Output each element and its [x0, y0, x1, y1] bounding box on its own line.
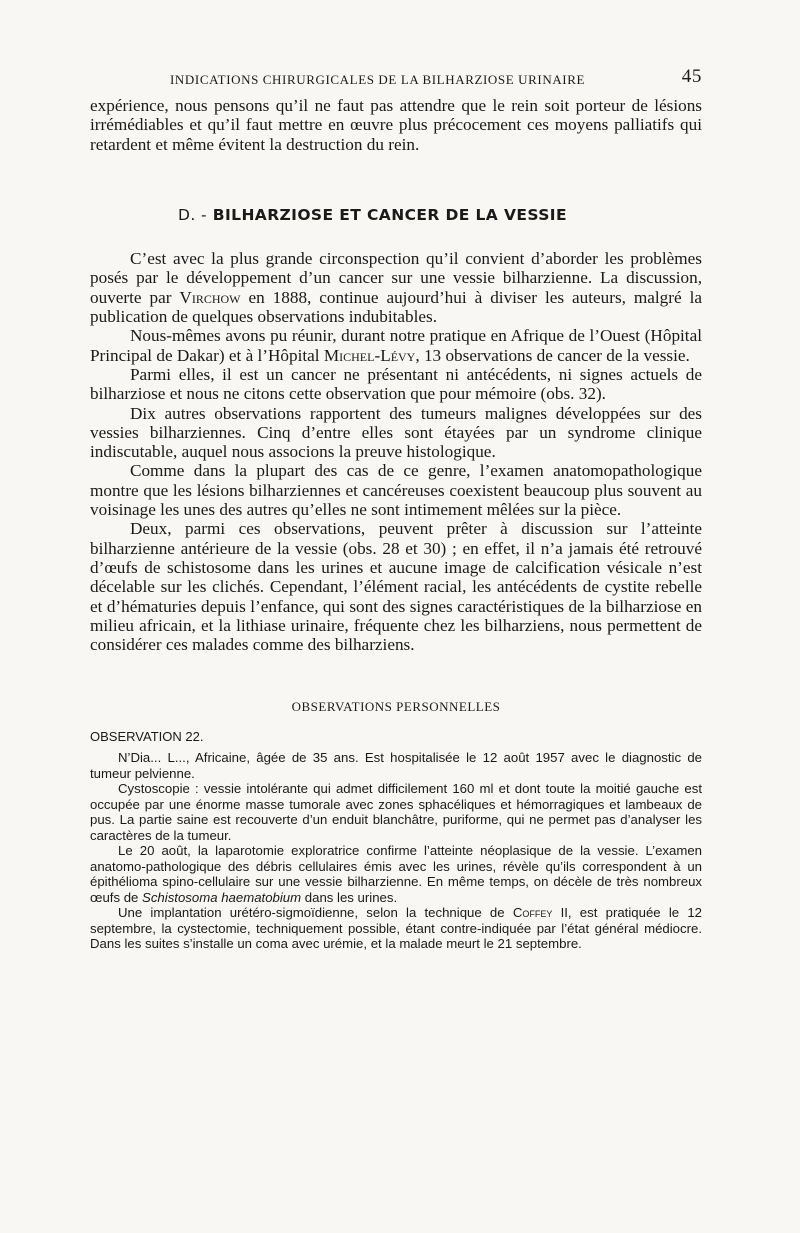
paragraph-6: Deux, parmi ces observations, peuvent prêter à discussion sur l’atteinte bilharzienne antérieure de la vessie (obs. 28 et 30) ; en effet, il n’a jamais été retrouvé d’œufs de schistosome dans les urines et aucune image de calcification vésicale n’est décelable sur les clichés. Cependant, l’élément racial, les antécédents de cystite rebelle et d’hématuries depuis l’enfance, qui sont des signes caractéristiques de la bilharziose en milieu africain, et la lithiase urinaire, fréquente chez les bilharziens, nous permettent de considérer ces malades comme des bilharziens. — [90, 519, 702, 655]
main-text — [90, 96, 702, 654]
document-page — [90, 66, 702, 952]
section-letter: D. - — [178, 205, 207, 224]
observation-paragraph-4 — [90, 905, 702, 952]
observation-paragraph-1: N’Dia... L..., Africaine, âgée de 35 ans. Est hospitalisée le 12 août 1957 avec le diagnostic de tumeur pelvienne. — [90, 750, 702, 781]
paragraph-5: Comme dans la plupart des cas de ce genre, l’examen anatomopathologique montre que les lésions bilharziennes et cancéreuses coexistent beaucoup plus souvent au voisinage les unes des autres qu’elles ne sont intimement mêlées sur la pièce. — [90, 461, 702, 520]
paragraph-1 — [90, 249, 702, 326]
observations-heading: OBSERVATIONS PERSONNELLES — [291, 699, 501, 715]
observation-title: OBSERVATION 22. — [90, 729, 204, 745]
observation-paragraph-4-text-b: II, est pratiquée le 12 septembre, la cystectomie, techniquement possible, étant contre-indiquée par l’état général médiocre. Dans les suites s’installe un coma avec urémie, et la malade meurt le 21 septembre. — [90, 905, 702, 952]
paragraph-2-text-a: Nous-mêmes avons pu réunir, durant notre pratique en Afrique de l’Ouest (Hôpital Principal de Dakar) et à l’Hôpital — [90, 326, 702, 365]
running-title: INDICATIONS CHIRURGICALES DE LA BILHARZIOSE URINAIRE — [170, 72, 586, 87]
observation-paragraph-2: Cystoscopie : vessie intolérante qui admet difficilement 160 ml et dont toute la moitié gauche est occupée par une énorme masse tumorale avec zones sphacéliques et hémorragiques et lambeaux de pus. La partie saine est recouverte d’un enduit blanchâtre, puriforme, qui ne permet pas d’analyser les caractères de la tumeur. — [90, 781, 702, 843]
intro-paragraph: expérience, nous pensons qu’il ne faut pas attendre que le rein soit porteur de lésions irrémédiables et qu’il faut mettre en œuvre plus précocement ces moyens palliatifs qui retardent et même évitent la destruction du rein. — [90, 96, 702, 154]
observation-paragraph-3 — [90, 843, 702, 905]
species-name: Schistosoma haematobium — [142, 889, 302, 905]
observation-paragraph-4-text-a: Une implantation urétéro-sigmoïdienne, selon la technique de — [118, 905, 513, 921]
author-coffey: Coffey — [512, 905, 553, 921]
observation-text — [90, 750, 702, 952]
section-heading — [178, 206, 702, 225]
paragraph-2 — [90, 326, 702, 365]
author-virchow: Virchow — [179, 287, 241, 307]
paragraph-1-text-a: C’est avec la plus grande circonspection qu’il convient d’aborder les problèmes posés par le développement d’un cancer sur une vessie bilharzienne. La discussion, ouverte par — [90, 249, 702, 307]
paragraph-3: Parmi elles, il est un cancer ne présentant ni antécédents, ni signes actuels de bilharziose et nous ne citons cette observation que pour mémoire (obs. 32). — [90, 364, 702, 404]
paragraph-2-text-b: , 13 observations de cancer de la vessie. — [415, 345, 690, 365]
observation-paragraph-3-text-b: dans les urines. — [301, 889, 398, 905]
paragraph-1-text-b: en 1888, continue aujourd’hui à diviser les auteurs, malgré la publication de quelques observations indubitables. — [90, 287, 702, 327]
observation-paragraph-3-text-a: Le 20 août, la laparotomie exploratrice confirme l’atteinte néoplasique de la vessie. L’examen anatomo-pathologique des débris cellulaires émis avec les urines, révèle qu’ils correspondent à un épithélioma spino-cellulaire sur une vessie bilharzienne. En même temps, on décèle de très nombreux œufs de — [90, 843, 702, 905]
section-title: BILHARZIOSE ET CANCER DE LA VESSIE — [212, 205, 567, 224]
paragraph-4: Dix autres observations rapportent des tumeurs malignes développées sur des vessies bilharziennes. Cinq d’entre elles sont étayées par un syndrome clinique indiscutable, auquel nous associons la preuve histologique. — [90, 403, 702, 462]
page-number: 45 — [681, 66, 702, 87]
hospital-michel-levy: Michel-Lévy — [323, 345, 416, 365]
running-header — [90, 66, 702, 96]
